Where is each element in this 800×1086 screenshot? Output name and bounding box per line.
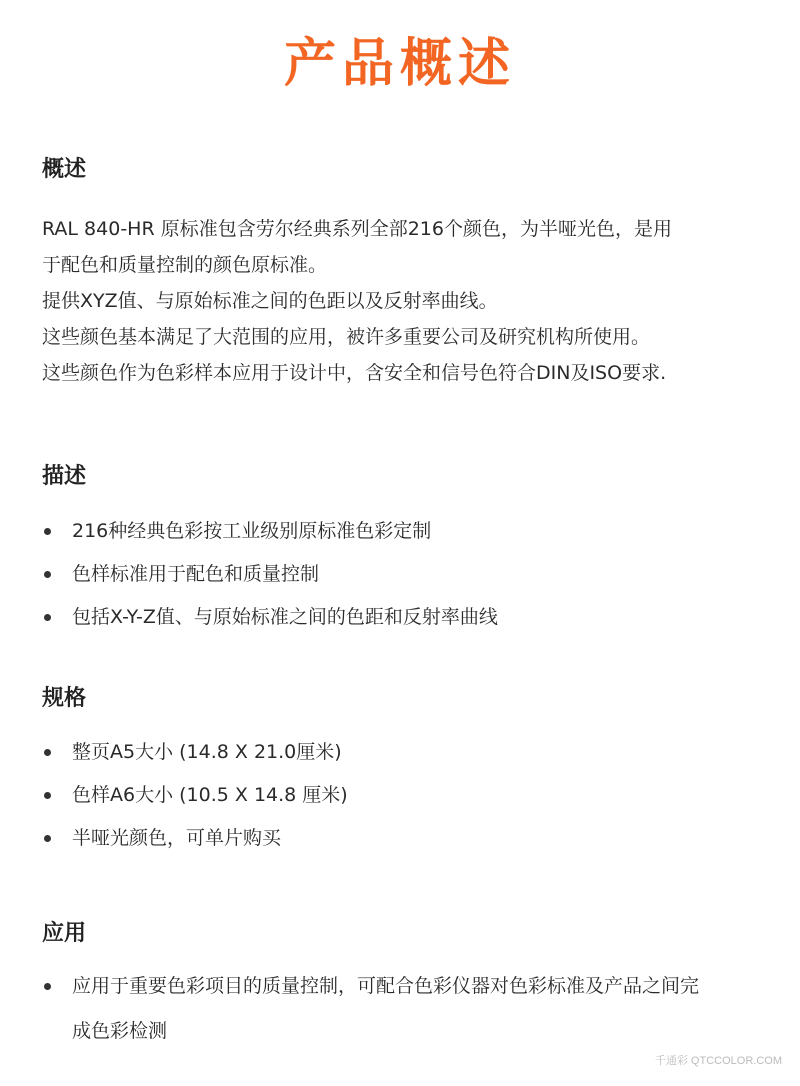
application-list (42, 964, 782, 1054)
bullet-icon (44, 983, 51, 990)
application-heading: 应用 (42, 921, 87, 946)
specs-heading: 规格 (42, 686, 87, 711)
list-item-text: 应用于重要色彩项目的质量控制，可配合色彩仪器对色彩标准及产品之间完 (72, 975, 700, 997)
bullet-icon (44, 835, 51, 842)
list-item-text: 半哑光颜色，可单片购买 (72, 827, 282, 849)
list-item-text: 色样A6大小 (10.5 X 14.8 厘米) (72, 784, 348, 806)
list-item-text: 成色彩检测 (72, 1020, 168, 1042)
bullet-icon (44, 528, 51, 535)
overview-line: 这些颜色作为色彩样本应用于设计中，含安全和信号色符合DIN及ISO要求. (42, 362, 667, 384)
bullet-icon (44, 614, 51, 621)
list-item (42, 596, 782, 639)
list-item (42, 510, 782, 553)
overview-line: RAL 840-HR 原标准包含劳尔经典系列全部216个颜色，为半哑光色，是用 (42, 218, 672, 240)
description-heading: 描述 (42, 464, 87, 489)
list-item (42, 553, 782, 596)
list-item-text: 整页A5大小 (14.8 X 21.0厘米) (72, 741, 342, 763)
bullet-icon (44, 571, 51, 578)
list-item (42, 964, 782, 1054)
page-title: 产品概述 (283, 34, 516, 94)
watermark: 千通彩 QTCCOLOR.COM (654, 1055, 782, 1067)
overview-line: 这些颜色基本满足了大范围的应用，被许多重要公司及研究机构所使用。 (42, 326, 651, 348)
bullet-icon (44, 749, 51, 756)
specs-list (42, 731, 782, 860)
list-item (42, 774, 782, 817)
bullet-icon (44, 792, 51, 799)
overview-paragraph (42, 211, 772, 391)
list-item (42, 817, 782, 860)
overview-line: 于配色和质量控制的颜色原标准。 (42, 254, 328, 276)
description-list (42, 510, 782, 639)
list-item-text: 包括X-Y-Z值、与原始标准之间的色距和反射率曲线 (72, 606, 498, 628)
overview-heading: 概述 (42, 157, 87, 182)
list-item (42, 731, 782, 774)
list-item-text: 216种经典色彩按工业级别原标准色彩定制 (72, 520, 432, 542)
list-item-text: 色样标准用于配色和质量控制 (72, 563, 320, 585)
overview-line: 提供XYZ值、与原始标准之间的色距以及反射率曲线。 (42, 290, 498, 312)
